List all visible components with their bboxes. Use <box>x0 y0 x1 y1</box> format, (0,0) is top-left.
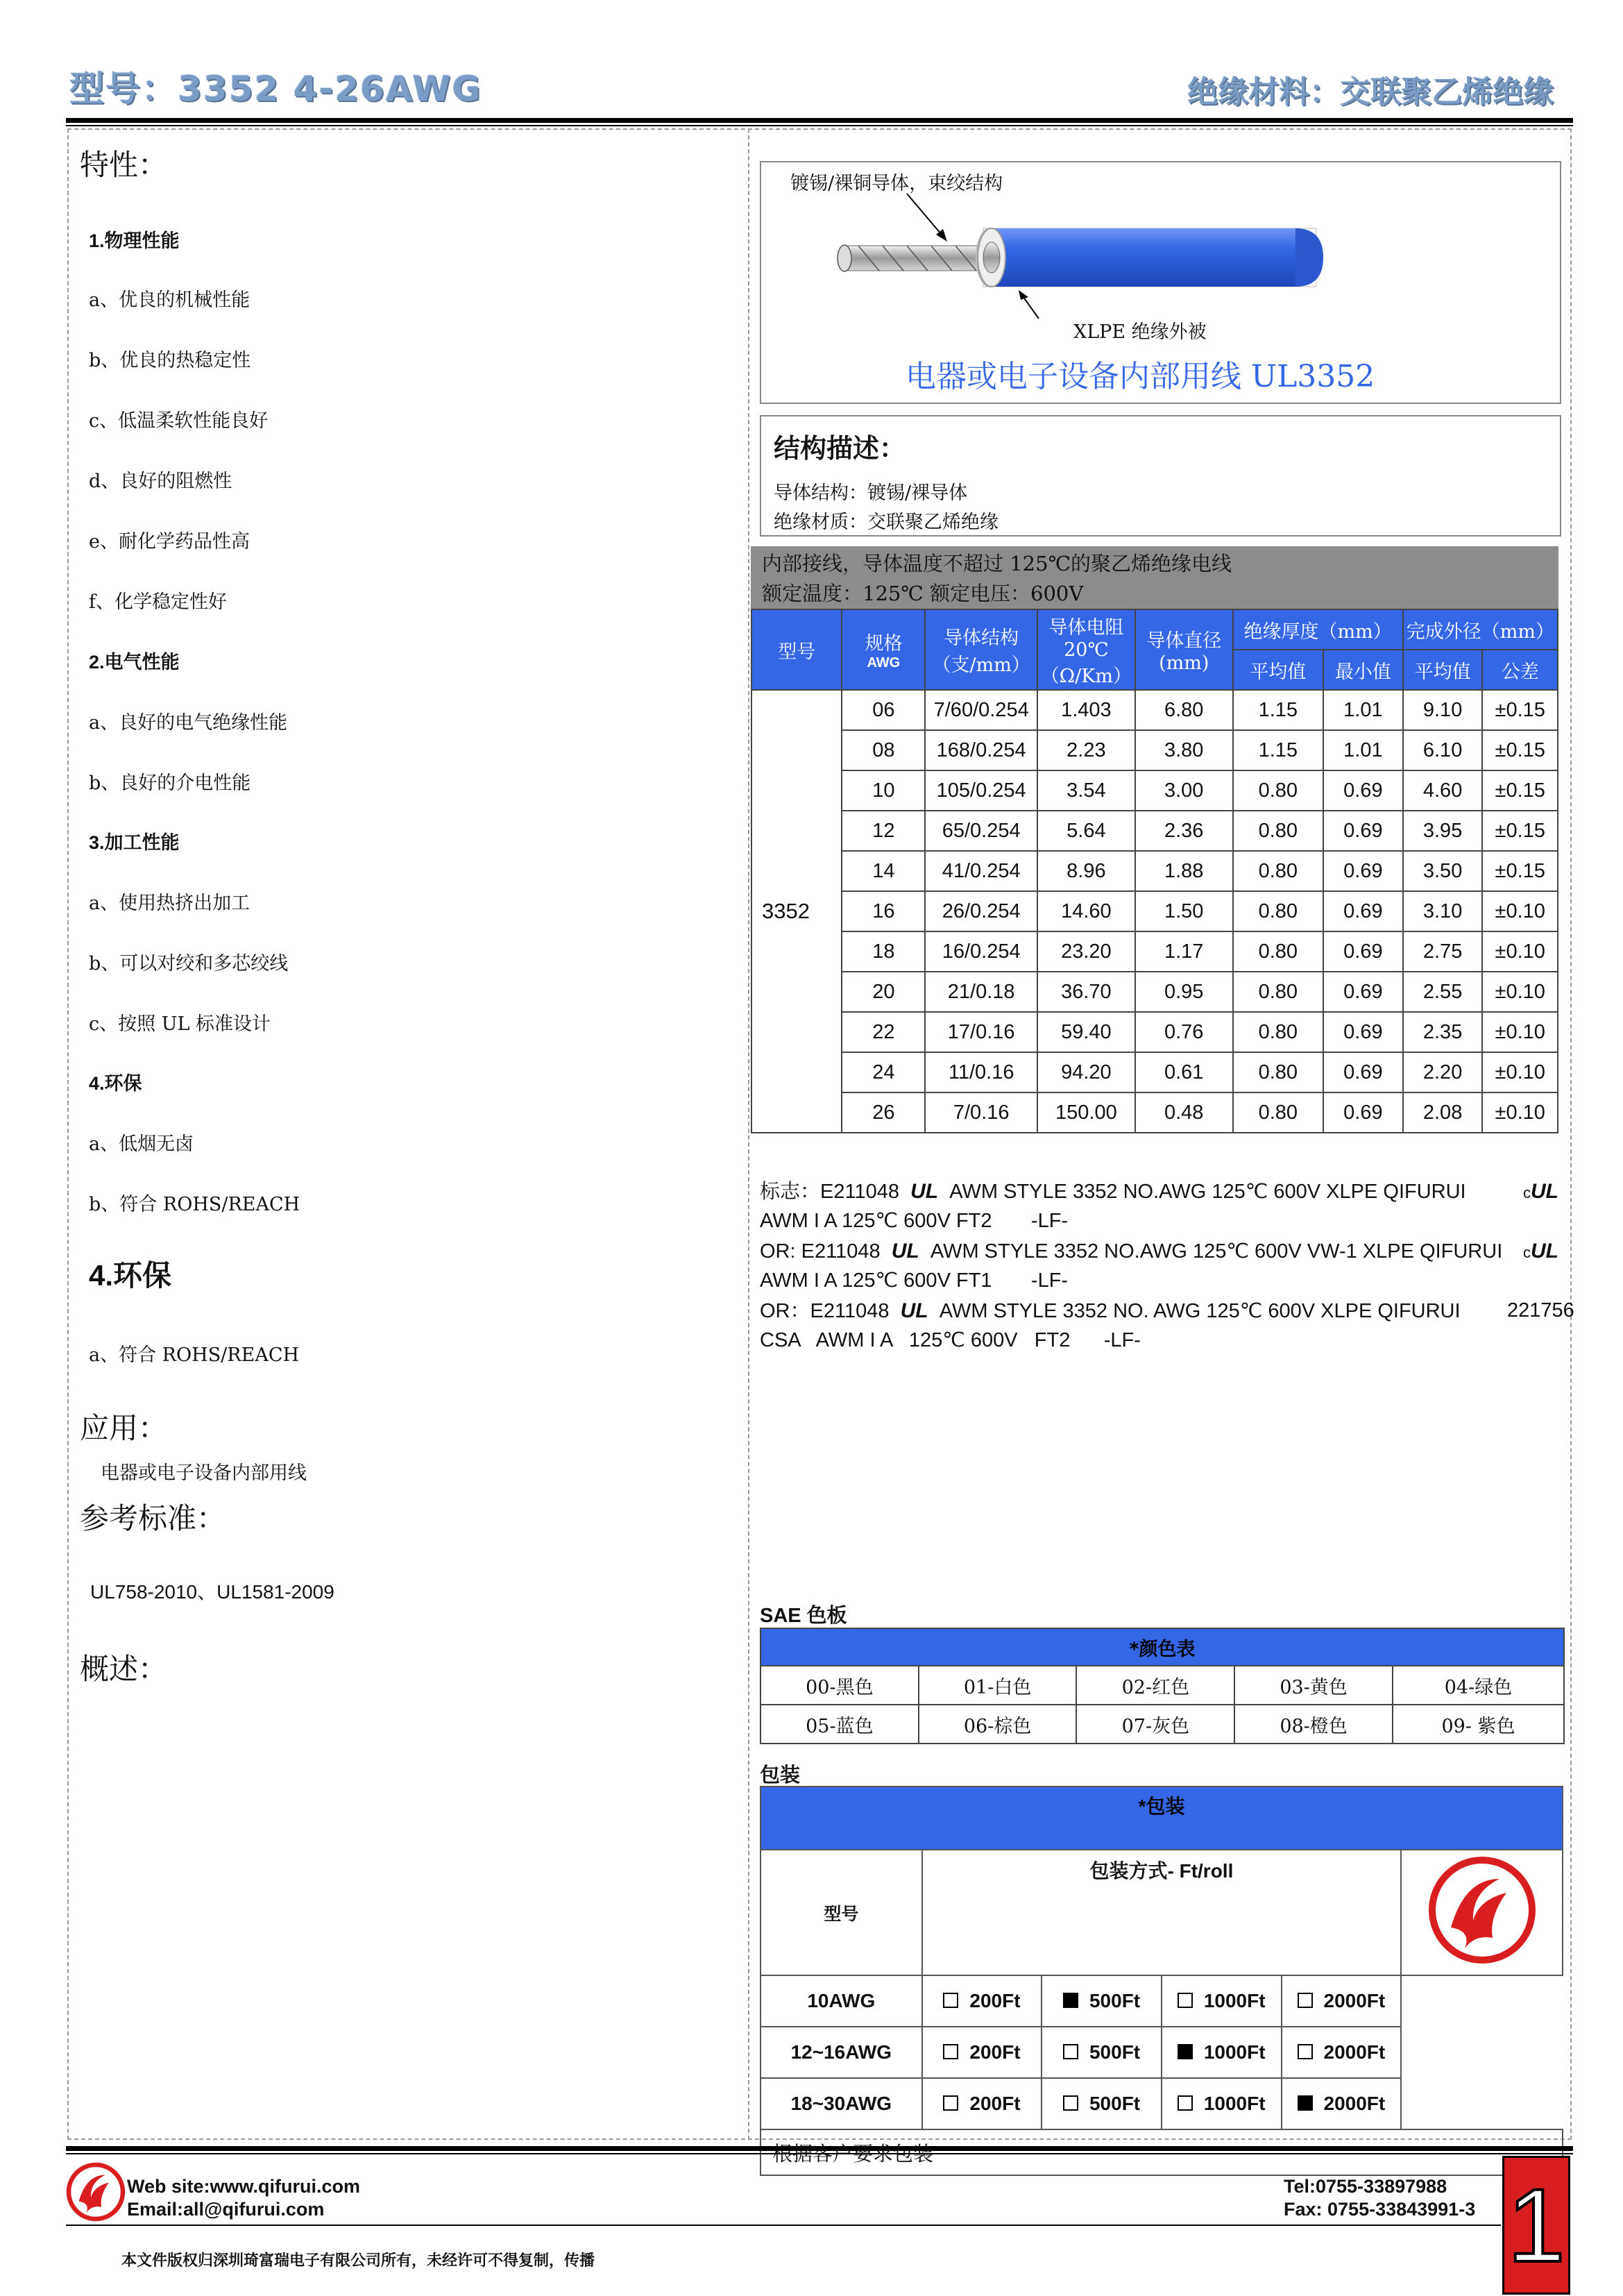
spec-cell: 21/0.18 <box>925 972 1037 1012</box>
packing-option <box>1162 1975 1282 2027</box>
spec-cell: 94.20 <box>1037 1052 1135 1092</box>
spec-cell: 3.95 <box>1403 811 1483 851</box>
features-heading: 特性： <box>80 148 168 182</box>
spec-cell: 0.80 <box>1233 1092 1323 1133</box>
footer-logo-icon <box>64 2160 128 2224</box>
unchecked-box-icon <box>1063 2044 1078 2059</box>
packing-option <box>1162 2027 1282 2078</box>
spec-cell: ±0.15 <box>1482 770 1558 811</box>
feature-item: c、低温柔软性能良好 <box>89 410 269 432</box>
feature-item: b、符合 ROHS/REACH <box>89 1194 300 1215</box>
spec-cell: 2.36 <box>1135 811 1233 851</box>
spec-cell: ±0.15 <box>1482 851 1558 891</box>
spec-cell: 4.60 <box>1403 770 1483 811</box>
spec-cell: 2.08 <box>1403 1092 1483 1133</box>
spec-cell: 0.80 <box>1233 851 1323 891</box>
feature-item: a、低烟无卤 <box>89 1133 194 1155</box>
spec-cell: 0.69 <box>1323 1052 1403 1092</box>
cable-diagram-box <box>760 161 1561 404</box>
section-title-electrical: 2.电气性能 <box>89 652 180 673</box>
unchecked-box-icon <box>1178 2095 1193 2111</box>
packing-option-label: 1000Ft <box>1203 2093 1266 2114</box>
application-heading: 应用： <box>80 1411 168 1445</box>
spec-cell: 0.69 <box>1323 770 1403 811</box>
packing-option <box>1042 2027 1162 2078</box>
spec-cell: 22 <box>842 1012 925 1052</box>
unchecked-box-icon <box>943 2044 958 2059</box>
spec-cell: 2.35 <box>1403 1012 1483 1052</box>
spec-table <box>751 609 1558 1133</box>
spec-cell: 16 <box>842 891 925 931</box>
spec-row <box>751 1012 1558 1052</box>
spec-cell: 0.69 <box>1323 891 1403 931</box>
spec-cell: 2.55 <box>1403 972 1483 1012</box>
color-table-title: *颜色表 <box>760 1628 1564 1666</box>
spec-cell: 0.80 <box>1233 931 1323 972</box>
spec-cell: 0.80 <box>1233 891 1323 931</box>
packing-note <box>760 2129 1563 2175</box>
spec-cell: 14 <box>842 851 925 891</box>
packing-row <box>760 1975 1563 2027</box>
spec-cell: 2.20 <box>1403 1052 1483 1092</box>
company-logo-icon <box>1423 1851 1541 1969</box>
checked-box-icon <box>1063 1993 1078 2008</box>
spec-row <box>751 851 1558 891</box>
spec-cell: ±0.10 <box>1482 1012 1558 1052</box>
company-logo <box>1401 1850 1563 1975</box>
spec-cell: 36.70 <box>1037 972 1135 1012</box>
feature-item: a、使用热挤出加工 <box>89 893 250 914</box>
spec-cell: 3.50 <box>1403 851 1483 891</box>
feature-item: e、耐化学药品性高 <box>89 531 250 552</box>
spec-cell: 14.60 <box>1037 891 1135 931</box>
spec-model-cell: 3352 <box>751 690 842 1133</box>
environment-heading: 4.环保 <box>89 1259 172 1292</box>
color-cell: 09- 紫色 <box>1393 1705 1564 1744</box>
footer-email: Email:all@qifurui.com <box>127 2199 325 2220</box>
spec-cell: 6.80 <box>1135 690 1233 730</box>
spec-cell: ±0.10 <box>1482 931 1558 972</box>
spec-cell: 1.15 <box>1233 730 1323 770</box>
ul-logo-icon: UL <box>900 1299 928 1322</box>
color-cell: 05-蓝色 <box>760 1705 919 1744</box>
marking-text: OR：E211048 <box>760 1300 890 1322</box>
col-model: 型号 <box>751 609 842 690</box>
product-title: 型号：3352 4-26AWG <box>69 69 482 109</box>
spec-cell: 0.80 <box>1233 972 1323 1012</box>
spec-cell: 8.96 <box>1037 851 1135 891</box>
packing-option-label: 200Ft <box>969 2041 1021 2063</box>
feature-item: b、良好的介电性能 <box>89 773 251 794</box>
packing-option-label: 200Ft <box>969 2093 1021 2114</box>
column-divider <box>748 128 749 2140</box>
color-cell: 04-绿色 <box>1393 1666 1564 1705</box>
color-cell: 01-白色 <box>919 1666 1077 1705</box>
spec-row <box>751 811 1558 851</box>
spec-cell: 1.15 <box>1233 690 1323 730</box>
marking-text: OR: E211048 <box>760 1240 881 1263</box>
spec-row <box>751 931 1558 972</box>
application-text: 电器或电子设备内部用线 <box>101 1462 307 1484</box>
marking-text: AWM I A 125℃ 600V FT1 -LF- <box>760 1269 1069 1292</box>
spec-cell: 23.20 <box>1037 931 1135 972</box>
spec-cell: 0.69 <box>1323 851 1403 891</box>
spec-cell: 59.40 <box>1037 1012 1135 1052</box>
spec-cell: 1.88 <box>1135 851 1233 891</box>
unchecked-box-icon <box>943 1993 958 2008</box>
spec-banner-line: 内部接线，导体温度不超过 125℃的聚乙烯绝缘电线 <box>762 552 1232 575</box>
header-rule-thin <box>66 125 1573 126</box>
marking-text: AWM STYLE 3352 NO.AWG 125℃ 600V VW-1 XLPE QIFURUI <box>930 1240 1503 1263</box>
unchecked-box-icon <box>943 2095 958 2111</box>
spec-cell: 105/0.254 <box>925 770 1037 811</box>
packing-option-label: 200Ft <box>969 1990 1021 2011</box>
spec-cell: 20 <box>842 972 925 1012</box>
spec-cell: 0.69 <box>1323 1092 1403 1133</box>
packing-row <box>760 2078 1563 2129</box>
footer-rule <box>66 2146 1573 2151</box>
feature-item: a、符合 ROHS/REACH <box>89 1344 300 1366</box>
spec-cell: 3.10 <box>1403 891 1483 931</box>
spec-cell: 0.69 <box>1323 972 1403 1012</box>
packing-option-label: 500Ft <box>1089 1990 1141 2011</box>
spec-row <box>751 730 1558 770</box>
spec-cell: 3.00 <box>1135 770 1233 811</box>
checked-box-icon <box>1178 2044 1193 2059</box>
ul-logo-icon: UL <box>910 1180 939 1203</box>
col-conductor: 导体结构（支/mm） <box>925 609 1037 690</box>
spec-cell: 3.54 <box>1037 770 1135 811</box>
spec-cell: 10 <box>842 770 925 811</box>
col-od-avg: 平均值 <box>1403 650 1483 690</box>
spec-row <box>751 770 1558 811</box>
spec-row <box>751 891 1558 931</box>
marking-block: 标志：E211048 UL AWM STYLE 3352 NO.AWG 125℃ 600V XLPE QIFURUI cUL AWM I A 125℃ 600V FT2 -LF- OR: E211048 UL AWM STYLE 3352 NO.AWG 125℃ 600V VW-1 XLPE QIFURUI cUL AWM I A 125℃ 600V FT1 -LF- OR：E211048 UL AWM STYLE 3352 NO. AWG 125℃ 600V XLPE QIFURUI 221756 CSA AWM I A 125℃ 600V FT2 -LF- <box>760 1176 1579 1356</box>
spec-cell: 168/0.254 <box>925 730 1037 770</box>
unchecked-box-icon <box>1178 1993 1193 2008</box>
packing-option-label: 500Ft <box>1089 2041 1141 2063</box>
spec-row <box>751 1092 1558 1133</box>
standards-text: UL758-2010、UL1581-2009 <box>90 1581 334 1603</box>
overview-heading: 概述： <box>80 1652 168 1686</box>
unchecked-box-icon <box>1298 1993 1313 2008</box>
spec-cell: 0.95 <box>1135 972 1233 1012</box>
col-resistance: 导体电阻 20℃ （Ω/Km） <box>1037 609 1135 690</box>
spec-row <box>751 690 1558 730</box>
marking-text: AWM I A 125℃ 600V FT2 -LF- <box>760 1210 1069 1232</box>
spec-cell: 08 <box>842 730 925 770</box>
packing-option <box>922 2078 1042 2129</box>
col-ins-min: 最小值 <box>1323 650 1403 690</box>
structure-box <box>760 415 1561 537</box>
section-title-environment: 4.环保 <box>89 1073 142 1094</box>
spec-cell: 0.76 <box>1135 1012 1233 1052</box>
header-rule <box>66 118 1573 123</box>
spec-cell: 0.48 <box>1135 1092 1233 1133</box>
spec-cell: 7/0.16 <box>925 1092 1037 1133</box>
col-od: 完成外径（mm） <box>1403 609 1558 650</box>
spec-banner-line: 额定温度：125℃ 额定电压：600V <box>762 582 1084 605</box>
packing-option <box>1282 2078 1402 2129</box>
spec-cell: 0.80 <box>1233 1052 1323 1092</box>
packing-option <box>922 2027 1042 2078</box>
cul-logo-icon: UL <box>1531 1240 1558 1263</box>
spec-cell: 3.80 <box>1135 730 1233 770</box>
packing-option <box>922 1975 1042 2027</box>
structure-line: 导体结构：镀锡/裸导体 <box>774 482 968 504</box>
col-ins-avg: 平均值 <box>1233 650 1323 690</box>
color-table <box>760 1628 1565 1744</box>
packing-model: 18~30AWG <box>760 2078 922 2129</box>
spec-cell: ±0.10 <box>1482 972 1558 1012</box>
footer-rule-thin <box>66 2153 1573 2154</box>
ul-logo-icon: UL <box>891 1240 919 1263</box>
copyright-text: 本文件版权归深圳琦富瑞电子有限公司所有，未经许可不得复制，传播 <box>121 2252 595 2270</box>
packing-col-model: 型号 <box>760 1850 922 1975</box>
feature-item: b、可以对绞和多芯绞线 <box>89 953 289 974</box>
spec-cell: 26 <box>842 1092 925 1133</box>
spec-row <box>751 1052 1558 1092</box>
standards-heading: 参考标准： <box>80 1501 226 1535</box>
spec-cell: 06 <box>842 690 925 730</box>
unchecked-box-icon <box>1298 2044 1313 2059</box>
packing-col-method: 包装方式- Ft/roll <box>922 1850 1402 1975</box>
footer-website: Web site:www.qifurui.com <box>127 2176 361 2197</box>
spec-cell: 17/0.16 <box>925 1012 1037 1052</box>
spec-cell: 1.17 <box>1135 931 1233 972</box>
spec-cell: 0.80 <box>1233 811 1323 851</box>
spec-cell: 7/60/0.254 <box>925 690 1037 730</box>
section-title-processing: 3.加工性能 <box>89 832 180 853</box>
col-tolerance: 公差 <box>1482 650 1558 690</box>
footer-tel: Tel:0755-33897988 <box>1284 2176 1447 2197</box>
spec-cell: ±0.15 <box>1482 730 1558 770</box>
spec-cell: 0.69 <box>1323 931 1403 972</box>
spec-cell: 65/0.254 <box>925 811 1037 851</box>
marking-text: 221756 <box>1507 1299 1574 1322</box>
packing-heading: 包装 <box>760 1764 801 1787</box>
spec-banner <box>751 546 1558 609</box>
spec-cell: 26/0.254 <box>925 891 1037 931</box>
packing-table-title: *包装 <box>760 1787 1563 1850</box>
footer-bottom-rule <box>66 2225 1501 2226</box>
packing-option-label: 1000Ft <box>1203 1990 1266 2011</box>
spec-cell: ±0.10 <box>1482 1092 1558 1133</box>
spec-cell: 2.23 <box>1037 730 1135 770</box>
feature-item: a、优良的机械性能 <box>89 289 250 311</box>
color-cell: 03-黄色 <box>1234 1666 1393 1705</box>
spec-cell: 11/0.16 <box>925 1052 1037 1092</box>
spec-cell: ±0.15 <box>1482 811 1558 851</box>
spec-cell: 1.01 <box>1323 730 1403 770</box>
footer-fax: Fax: 0755-33843991-3 <box>1284 2199 1476 2220</box>
feature-item: f、化学稳定性好 <box>89 591 227 613</box>
spec-cell: 0.69 <box>1323 811 1403 851</box>
packing-option-label: 1000Ft <box>1203 2041 1266 2063</box>
color-cell: 00-黑色 <box>760 1666 919 1705</box>
marking-text: AWM STYLE 3352 NO. AWG 125℃ 600V XLPE QIFURUI <box>939 1300 1461 1322</box>
checked-box-icon <box>1298 2095 1313 2111</box>
packing-option-label: 2000Ft <box>1323 1990 1386 2011</box>
marking-text: 标志：E211048 <box>760 1181 899 1203</box>
spec-cell: 1.01 <box>1323 690 1403 730</box>
packing-option-label: 500Ft <box>1089 2093 1141 2114</box>
packing-option-label: 2000Ft <box>1323 2093 1386 2114</box>
spec-cell: 0.69 <box>1323 1012 1403 1052</box>
spec-cell: 1.50 <box>1135 891 1233 931</box>
packing-option <box>1042 2078 1162 2129</box>
spec-cell: 9.10 <box>1403 690 1483 730</box>
insulation-material-title: 绝缘材料：交联聚乙烯绝缘 <box>1187 74 1554 110</box>
col-size: 规格 AWG <box>842 609 925 690</box>
spec-cell: 0.61 <box>1135 1052 1233 1092</box>
feature-item: a、良好的电气绝缘性能 <box>89 712 288 734</box>
spec-row <box>751 972 1558 1012</box>
spec-cell: ±0.10 <box>1482 891 1558 931</box>
cul-logo-icon: UL <box>1531 1180 1558 1203</box>
spec-cell: 2.75 <box>1403 931 1483 972</box>
color-cell: 08-橙色 <box>1234 1705 1393 1744</box>
packing-row <box>760 2027 1563 2078</box>
insulation-label: XLPE 绝缘外被 <box>1073 321 1207 343</box>
spec-cell: 41/0.254 <box>925 851 1037 891</box>
col-insulation: 绝缘厚度（mm） <box>1233 609 1403 650</box>
spec-cell: 16/0.254 <box>925 931 1037 972</box>
feature-item: d、良好的阻燃性 <box>89 471 232 492</box>
packing-model: 12~16AWG <box>760 2027 922 2078</box>
packing-table <box>760 1786 1563 2176</box>
spec-cell: 18 <box>842 931 925 972</box>
spec-cell: ±0.10 <box>1482 1052 1558 1092</box>
spec-cell: ±0.15 <box>1482 690 1558 730</box>
section-title-physical: 1.物理性能 <box>89 230 180 251</box>
packing-model: 10AWG <box>760 1975 922 2027</box>
spec-cell: 150.00 <box>1037 1092 1135 1133</box>
page-number: 1 <box>1502 2156 1570 2295</box>
packing-option <box>1282 1975 1402 2027</box>
spec-cell: 24 <box>842 1052 925 1092</box>
marking-text: CSA AWM I A 125℃ 600V FT2 -LF- <box>760 1329 1141 1351</box>
packing-option <box>1042 1975 1162 2027</box>
conductor-label: 镀锡/裸铜导体，束绞结构 <box>790 173 1003 194</box>
structure-heading: 结构描述： <box>774 432 906 464</box>
spec-cell: 0.80 <box>1233 1012 1323 1052</box>
color-heading: SAE 色板 <box>760 1605 847 1627</box>
color-cell: 06-棕色 <box>919 1705 1077 1744</box>
marking-text: AWM STYLE 3352 NO.AWG 125℃ 600V XLPE QIFURUI <box>949 1181 1466 1203</box>
spec-cell: 12 <box>842 811 925 851</box>
packing-option <box>1162 2078 1282 2129</box>
spec-cell: 6.10 <box>1403 730 1483 770</box>
spec-cell: 0.80 <box>1233 770 1323 811</box>
unchecked-box-icon <box>1063 2095 1078 2111</box>
color-cell: 02-红色 <box>1076 1666 1234 1705</box>
spec-cell: 5.64 <box>1037 811 1135 851</box>
feature-item: b、优良的热稳定性 <box>89 350 251 371</box>
col-diameter: 导体直径(mm) <box>1135 609 1233 690</box>
packing-option <box>1282 2027 1402 2078</box>
packing-option-label: 2000Ft <box>1323 2041 1386 2063</box>
color-cell: 07-灰色 <box>1076 1705 1234 1744</box>
structure-line: 绝缘材质：交联聚乙烯绝缘 <box>774 512 999 533</box>
cable-caption: 电器或电子设备内部用线 UL3352 <box>906 359 1375 394</box>
feature-item: c、按照 UL 标准设计 <box>89 1013 271 1035</box>
spec-cell: 1.403 <box>1037 690 1135 730</box>
